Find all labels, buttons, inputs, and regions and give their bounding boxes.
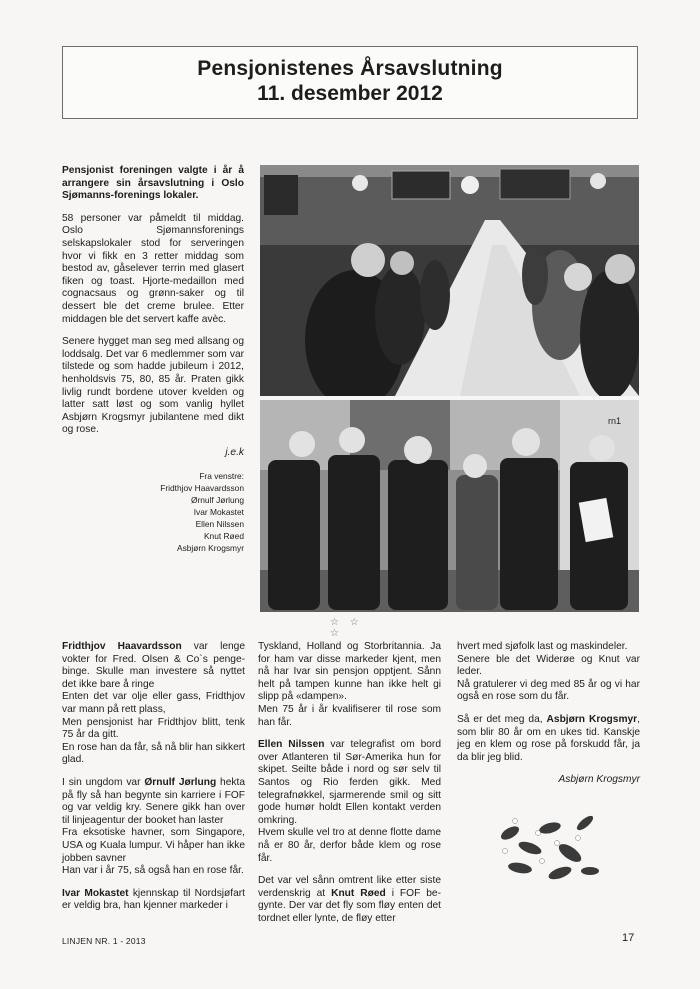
body-text: Det var vel sånn omtrent like etter siste verdenskrig at: [258, 875, 441, 899]
text-column-1: [62, 641, 245, 923]
body-text: Tyskland, Holland og Storbritannia. Ja for ham var disse markeder kjent, men nå har Ivar sin pensjon opptjent. Sånn helt på tampen kunne han ikke helt gi slipp på «dampen».: [258, 641, 441, 703]
jubilants-group-photo: [260, 400, 639, 612]
body-text: I sin ungdom var: [62, 776, 145, 788]
caption-name: Knut Røed: [203, 531, 244, 541]
body-text: Fra eksotiske havner, som Singapore, USA og Kuala lumpur. Vi håper han ikke jobben savner: [62, 827, 245, 864]
person-name: Ellen Nilssen: [258, 739, 325, 751]
body-text: kjennskap til Nordsjøfart er veldig bra, han kjenner markeder i: [62, 887, 245, 912]
body-text: , som blir 80 år om en ukes tid. Kanskje jeg en klem og rose på forskudd får, ja da blir jeg blid.: [457, 713, 640, 763]
caption-name: Asbjørn Krogsmyr: [176, 543, 244, 553]
photo-caption: [130, 470, 244, 554]
person-name: Asbjørn Krogsmyr: [546, 713, 638, 725]
caption-name: Fridthjov Haavardsson: [160, 483, 244, 493]
caption-name: Ørnulf Jørlung: [190, 495, 244, 505]
body-text: var telegrafist om bord over Atlanteren til Sør-Amerika hun for skipet. Seilte både i nord og sør selv til Santos og Rio ferden gikk. Med telegrafnøkkel, sjarmerende smil og sitt gode humør holdt Ellen kontakt verden omkring.: [258, 739, 441, 826]
body-text: Enten det var olje eller gass, Fridthjov var mann på rett plass,: [62, 691, 245, 715]
body-text: var lenge vokter for Fred. Olsen & Co`s penge-binge. Skulle man investere så nyttet det ikke bare å ringe: [62, 641, 245, 690]
body-text: Så er det meg da,: [457, 713, 547, 725]
person-name: Ørnulf Jørlung: [144, 776, 217, 788]
text-column-2: [258, 641, 441, 935]
person-name: Ivar Mokastet: [62, 887, 129, 899]
author-signature: Asbjørn Krogsmyr: [558, 774, 640, 786]
intro-lead: Pensjonist foreningen valgte i år å arrangere sin årsavslutning i Oslo Sjømanns-forenings lokaler.: [62, 165, 244, 202]
body-text: Senere ble det Widerøe og Knut var leder.: [457, 653, 640, 678]
magazine-issue: LINJEN NR. 1 - 2013: [62, 936, 146, 946]
intro-column: [62, 165, 244, 459]
intro-paragraph-2: Senere hygget man seg med allsang og loddsalg. Det var 6 medlemmer som var tilstede og som hadde jubileum i 2012, henholdsvis 75, 80, 85 år. Praten gikk livlig rundt bordene utover kvelden og latter satt løst og som vanlig hyllet Asbjørn Krogsmyr jubilantene med dikt og rose.: [62, 336, 244, 436]
flowers-image: [490, 803, 602, 882]
caption-heading: Fra venstre:: [199, 471, 244, 481]
article-date: 11. desember 2012: [257, 82, 443, 105]
person-name: Knut Røed: [331, 887, 386, 899]
body-text: Men pensjonist har Fridthjov blitt, tenk 75 år da gitt.: [62, 716, 245, 741]
body-text: Nå gratulerer vi deg med 85 år og vi har også en rose som du får.: [457, 678, 640, 703]
banquet-dinner-photo: [260, 165, 639, 396]
body-text: Men 75 år i år kvalifiserer til rose som han får.: [258, 703, 441, 728]
intro-paragraph-1: 58 personer var påmeldt til middag. Oslo Sjømannsforenings selskapslokaler stod for serveringen hvor vi fikk en 3 retter middag som bestod av, gåselever terrin med glasert fiken og toast. Hjorte-medaillon med cognacsaus og grønn-saker og til dessert ble det creme brulee. Etter middagen ble det servert kaffe avèc.: [62, 212, 244, 325]
section-divider-stars: ☆ ☆ ☆: [330, 617, 363, 639]
body-text: Hvem skulle vel tro at denne flotte dame nå er 80 år, derfor både klem og rose får.: [258, 827, 441, 864]
article-title-box: [62, 46, 638, 119]
body-text: hekta på fly så han begynte sin karriere i FOF og var veldig kry. Senere gikk han over til linjeagentur der booket han laster: [62, 776, 245, 826]
intro-signature: j.e.k: [225, 446, 244, 458]
body-text: i FOF be-gynte. Der var det fly som fløy enten det tordnet eller lynte, de fløy etter: [258, 887, 441, 924]
svg-text:rn1: rn1: [608, 416, 622, 426]
body-text: Han var i år 75, så også han en rose får.: [62, 865, 244, 877]
article-title: Pensjonistenes Årsavslutning: [197, 57, 503, 80]
person-name: Fridthjov Haavardsson: [62, 641, 182, 652]
page-number: 17: [622, 932, 635, 944]
caption-name: Ivar Mokastet: [193, 507, 244, 517]
caption-name: Ellen Nilssen: [195, 519, 244, 529]
text-column-3: [457, 641, 640, 787]
body-text: hvert med sjøfolk last og maskindeler.: [457, 641, 628, 652]
body-text: En rose han da får, så nå blir han sikkert glad.: [62, 741, 245, 766]
